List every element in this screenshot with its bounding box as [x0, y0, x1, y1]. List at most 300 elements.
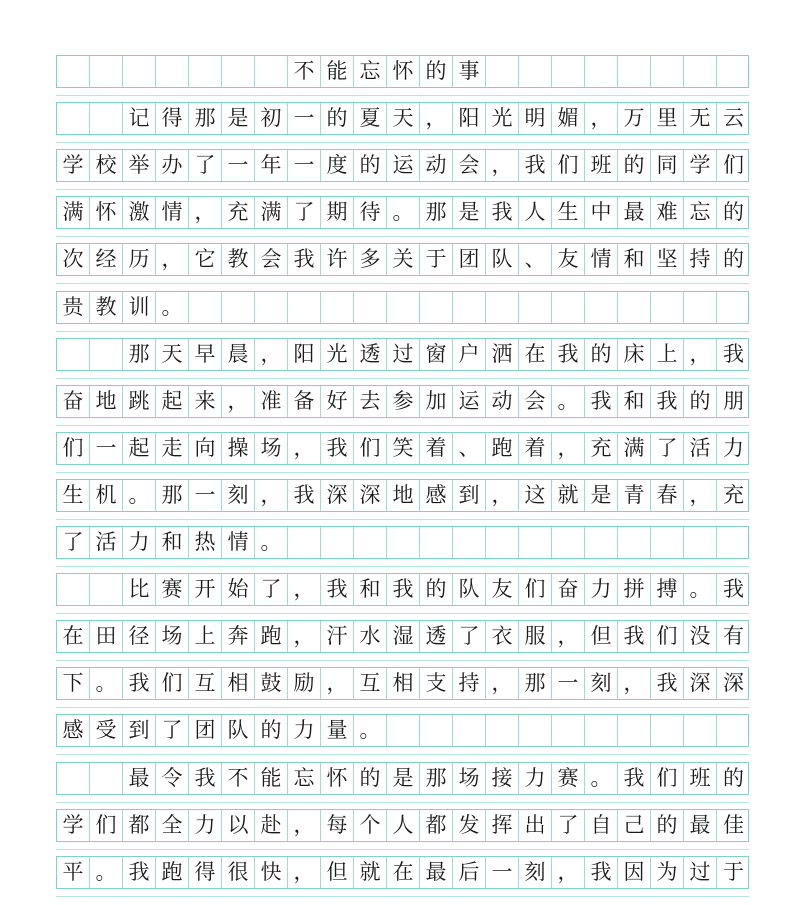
char-cell: 一 [288, 150, 321, 181]
char-cell: 。 [156, 292, 189, 323]
char-cell: 满 [618, 433, 651, 464]
text-row [56, 667, 749, 700]
char-cell: 。 [90, 857, 123, 888]
empty-cell [255, 56, 288, 87]
char-cell: 深 [354, 480, 387, 511]
char-cell: 准 [255, 386, 288, 417]
char-cell: 。 [684, 574, 717, 605]
char-cell: 备 [288, 386, 321, 417]
char-cell: ， [222, 386, 255, 417]
empty-cell [519, 56, 552, 87]
char-cell: 班 [684, 763, 717, 794]
char-cell: 在 [387, 857, 420, 888]
char-cell: 的 [354, 763, 387, 794]
empty-cell [519, 715, 552, 746]
char-cell: 自 [585, 810, 618, 841]
char-cell: 很 [222, 857, 255, 888]
char-cell: 校 [90, 150, 123, 181]
char-cell: 跑 [156, 857, 189, 888]
char-cell: 贵 [57, 292, 90, 323]
char-cell: 力 [123, 527, 156, 558]
char-cell: 忘 [288, 763, 321, 794]
gap-line [56, 566, 749, 567]
char-cell: 佳 [723, 813, 744, 837]
char-cell: 水 [354, 621, 387, 652]
char-cell: 待 [354, 197, 387, 228]
empty-cell [387, 527, 420, 558]
char-cell: 在 [57, 621, 90, 652]
empty-cell [486, 715, 519, 746]
char-cell: 学 [57, 810, 90, 841]
text-row [56, 762, 749, 795]
char-cell: 队 [222, 715, 255, 746]
char-cell: 一 [222, 150, 255, 181]
char-cell: 春 [651, 480, 684, 511]
char-cell: 们 [90, 810, 123, 841]
char-cell: 我 [585, 386, 618, 417]
char-cell: 相 [387, 668, 420, 699]
char-cell: 激 [123, 197, 156, 228]
char-cell: 们 [651, 763, 684, 794]
char-cell: 生 [552, 197, 585, 228]
char-cell: 互 [354, 668, 387, 699]
char-cell: ， [684, 339, 717, 370]
char-cell: 和 [156, 527, 189, 558]
empty-cell [189, 56, 222, 87]
char-cell: 了 [156, 715, 189, 746]
char-cell: 上 [651, 339, 684, 370]
text-row [56, 149, 749, 182]
char-cell: 我 [651, 386, 684, 417]
text-row [56, 102, 749, 135]
char-cell: 是 [387, 763, 420, 794]
char-cell: 加 [420, 386, 453, 417]
char-cell: 的 [723, 247, 744, 271]
empty-cell [90, 103, 123, 134]
char-cell: ， [288, 574, 321, 605]
char-cell: 动 [420, 150, 453, 181]
empty-cell [222, 292, 255, 323]
char-cell: 一 [552, 668, 585, 699]
char-cell: 们 [354, 433, 387, 464]
char-cell: 力 [189, 810, 222, 841]
char-cell: 怀 [387, 56, 420, 87]
char-cell: 奋 [57, 386, 90, 417]
char-cell: 平 [57, 857, 90, 888]
gap-line [56, 331, 749, 332]
char-cell: 我 [723, 577, 744, 601]
char-cell: 湿 [387, 621, 420, 652]
empty-cell [189, 292, 222, 323]
char-cell: 因 [618, 857, 651, 888]
char-cell: 地 [387, 480, 420, 511]
char-cell: 运 [387, 150, 420, 181]
char-cell: 下 [57, 668, 90, 699]
gap-line [56, 613, 749, 614]
char-cell: 我 [123, 668, 156, 699]
char-cell: 热 [189, 527, 222, 558]
gap-line [56, 707, 749, 708]
char-cell: 径 [123, 621, 156, 652]
char-cell: 一 [486, 857, 519, 888]
char-cell: 发 [453, 810, 486, 841]
char-cell: 上 [189, 621, 222, 652]
char-cell: ， [552, 433, 585, 464]
char-cell: 深 [723, 671, 744, 695]
char-cell: 于 [723, 860, 744, 884]
char-cell: 团 [453, 244, 486, 275]
char-cell: 感 [420, 480, 453, 511]
gap-line [56, 896, 749, 897]
char-cell: 满 [57, 197, 90, 228]
char-cell: 媚 [552, 103, 585, 134]
text-row [56, 432, 749, 465]
char-cell: 友 [486, 574, 519, 605]
char-cell: 这 [519, 480, 552, 511]
char-cell: 事 [453, 56, 486, 87]
char-cell: 力 [288, 715, 321, 746]
char-cell: 到 [123, 715, 156, 746]
char-cell: 不 [288, 56, 321, 87]
char-cell: ， [255, 339, 288, 370]
empty-cell [486, 527, 519, 558]
char-cell: 夏 [354, 103, 387, 134]
char-cell: 有 [723, 624, 744, 648]
char-cell: 参 [387, 386, 420, 417]
char-cell: 我 [618, 763, 651, 794]
char-cell: 互 [189, 668, 222, 699]
char-cell: 多 [354, 244, 387, 275]
char-cell: 记 [123, 103, 156, 134]
char-cell: 操 [222, 433, 255, 464]
char-cell: 难 [651, 197, 684, 228]
char-cell: 了 [651, 433, 684, 464]
empty-cell [519, 292, 552, 323]
char-cell: 怀 [321, 763, 354, 794]
char-cell: 运 [453, 386, 486, 417]
char-cell: 活 [684, 433, 717, 464]
char-cell: 。 [255, 527, 288, 558]
char-cell: 刻 [585, 668, 618, 699]
char-cell: 到 [453, 480, 486, 511]
char-cell: 透 [420, 621, 453, 652]
char-cell: 期 [321, 197, 354, 228]
char-cell: 全 [156, 810, 189, 841]
empty-cell [222, 56, 255, 87]
char-cell: 我 [321, 433, 354, 464]
empty-cell [354, 292, 387, 323]
char-cell: 。 [90, 668, 123, 699]
char-cell: 透 [354, 339, 387, 370]
char-cell: 的 [354, 150, 387, 181]
char-cell: ， [585, 103, 618, 134]
char-cell: ， [288, 857, 321, 888]
empty-cell [321, 527, 354, 558]
char-cell: 接 [486, 763, 519, 794]
char-cell: 队 [486, 244, 519, 275]
char-cell: 充 [222, 197, 255, 228]
char-cell: 没 [684, 621, 717, 652]
char-cell: 。 [585, 763, 618, 794]
char-cell: 过 [684, 857, 717, 888]
char-cell: 个 [354, 810, 387, 841]
char-cell: 是 [222, 103, 255, 134]
char-cell: 。 [354, 715, 387, 746]
char-cell: 刻 [519, 857, 552, 888]
char-cell: 人 [387, 810, 420, 841]
empty-cell [684, 292, 717, 323]
char-cell: 衣 [486, 621, 519, 652]
empty-cell [420, 715, 453, 746]
char-cell: 中 [585, 197, 618, 228]
text-row [56, 809, 749, 842]
empty-cell [717, 292, 750, 323]
char-cell: 的 [651, 810, 684, 841]
empty-cell [387, 715, 420, 746]
char-cell: 历 [123, 244, 156, 275]
char-cell: 持 [684, 244, 717, 275]
empty-cell [453, 527, 486, 558]
gap-line [56, 802, 749, 803]
char-cell: 床 [618, 339, 651, 370]
char-cell: 经 [90, 244, 123, 275]
char-cell: 和 [618, 244, 651, 275]
text-row [56, 291, 749, 324]
empty-cell [717, 527, 750, 558]
char-cell: 向 [189, 433, 222, 464]
char-cell: 青 [618, 480, 651, 511]
char-cell: 力 [723, 436, 744, 460]
char-cell: ， [486, 150, 519, 181]
gap-line [56, 425, 749, 426]
char-cell: 走 [156, 433, 189, 464]
char-cell: 最 [420, 857, 453, 888]
empty-cell [57, 339, 90, 370]
char-cell: 我 [189, 763, 222, 794]
char-cell: 起 [156, 386, 189, 417]
text-row [56, 573, 749, 606]
char-cell: 同 [651, 150, 684, 181]
char-cell: 支 [420, 668, 453, 699]
char-cell: 我 [123, 857, 156, 888]
empty-cell [288, 292, 321, 323]
text-row [56, 620, 749, 653]
char-cell: 鼓 [255, 668, 288, 699]
char-cell: 奔 [222, 621, 255, 652]
char-cell: 那 [420, 197, 453, 228]
char-cell: 场 [255, 433, 288, 464]
char-cell: 们 [552, 150, 585, 181]
char-cell: 我 [486, 197, 519, 228]
gap-line [56, 519, 749, 520]
char-cell: 我 [723, 342, 744, 366]
text-row [56, 526, 749, 559]
char-cell: 快 [255, 857, 288, 888]
char-cell: 赛 [552, 763, 585, 794]
gap-line [56, 378, 749, 379]
char-cell: 最 [123, 763, 156, 794]
empty-cell [486, 56, 519, 87]
char-cell: 满 [255, 197, 288, 228]
gap-line [56, 236, 749, 237]
char-cell: 但 [321, 857, 354, 888]
char-cell: 洒 [486, 339, 519, 370]
empty-cell [585, 56, 618, 87]
char-cell: 能 [321, 56, 354, 87]
char-cell: 活 [90, 527, 123, 558]
char-cell: 天 [156, 339, 189, 370]
char-cell: 团 [189, 715, 222, 746]
char-cell: ， [288, 810, 321, 841]
char-cell: 、 [519, 244, 552, 275]
empty-cell [717, 56, 750, 87]
char-cell: 怀 [90, 197, 123, 228]
text-row [56, 714, 749, 747]
char-cell: 着 [519, 433, 552, 464]
char-cell: ， [288, 433, 321, 464]
char-cell: 但 [585, 621, 618, 652]
gap-line [56, 142, 749, 143]
char-cell: ， [288, 621, 321, 652]
empty-cell [90, 574, 123, 605]
empty-cell [453, 292, 486, 323]
char-cell: 的 [321, 103, 354, 134]
char-cell: 无 [684, 103, 717, 134]
char-cell: 早 [189, 339, 222, 370]
char-cell: 的 [684, 386, 717, 417]
char-cell: 就 [354, 857, 387, 888]
char-cell: 深 [321, 480, 354, 511]
char-cell: 以 [222, 810, 255, 841]
empty-cell [123, 56, 156, 87]
char-cell: 一 [288, 103, 321, 134]
char-cell: 情 [156, 197, 189, 228]
empty-cell [585, 715, 618, 746]
char-cell: 量 [321, 715, 354, 746]
char-cell: 场 [453, 763, 486, 794]
char-cell: 力 [585, 574, 618, 605]
char-cell: 那 [420, 763, 453, 794]
char-cell: 训 [123, 292, 156, 323]
char-cell: 。 [387, 197, 420, 228]
char-cell: 我 [552, 339, 585, 370]
char-cell: 关 [387, 244, 420, 275]
char-cell: 最 [618, 197, 651, 228]
empty-cell [552, 292, 585, 323]
char-cell: 们 [519, 574, 552, 605]
char-cell: 着 [420, 433, 453, 464]
char-cell: 里 [651, 103, 684, 134]
text-row [56, 338, 749, 371]
empty-cell [552, 715, 585, 746]
char-cell: 是 [453, 197, 486, 228]
char-cell: 受 [90, 715, 123, 746]
empty-cell [354, 527, 387, 558]
char-cell: 充 [585, 433, 618, 464]
gap-line [56, 660, 749, 661]
char-cell: 学 [684, 150, 717, 181]
char-cell: 光 [486, 103, 519, 134]
char-cell: 搏 [651, 574, 684, 605]
char-cell: 队 [453, 574, 486, 605]
char-cell: 那 [156, 480, 189, 511]
char-cell: 会 [519, 386, 552, 417]
char-cell: 那 [189, 103, 222, 134]
empty-cell [90, 56, 123, 87]
char-cell: 教 [90, 292, 123, 323]
empty-cell [618, 715, 651, 746]
char-cell: 我 [321, 574, 354, 605]
char-cell: 最 [684, 810, 717, 841]
empty-cell [651, 715, 684, 746]
empty-cell [486, 292, 519, 323]
empty-cell [552, 56, 585, 87]
empty-cell [57, 56, 90, 87]
char-cell: 们 [651, 621, 684, 652]
char-cell: 一 [90, 433, 123, 464]
gap-line [56, 95, 749, 96]
char-cell: ， [156, 244, 189, 275]
char-cell: 地 [90, 386, 123, 417]
char-cell: 和 [354, 574, 387, 605]
char-cell: 令 [156, 763, 189, 794]
text-row [56, 856, 749, 889]
char-cell: 光 [321, 339, 354, 370]
char-cell: 教 [222, 244, 255, 275]
char-cell: 比 [123, 574, 156, 605]
char-cell: 举 [123, 150, 156, 181]
char-cell: 在 [519, 339, 552, 370]
empty-cell [255, 292, 288, 323]
char-cell: 深 [684, 668, 717, 699]
char-cell: 机 [90, 480, 123, 511]
char-cell: 阳 [453, 103, 486, 134]
char-cell: 场 [156, 621, 189, 652]
char-cell: 的 [255, 715, 288, 746]
char-cell: 们 [723, 153, 744, 177]
char-cell: 开 [189, 574, 222, 605]
char-cell: 跳 [123, 386, 156, 417]
char-cell: 友 [552, 244, 585, 275]
empty-cell [585, 292, 618, 323]
empty-cell [288, 527, 321, 558]
char-cell: 生 [57, 480, 90, 511]
char-cell: 赴 [255, 810, 288, 841]
empty-cell [684, 715, 717, 746]
empty-cell [57, 763, 90, 794]
empty-cell [387, 292, 420, 323]
char-cell: 刻 [222, 480, 255, 511]
char-cell: 我 [618, 621, 651, 652]
empty-cell [651, 56, 684, 87]
char-cell: 都 [420, 810, 453, 841]
char-cell: 过 [387, 339, 420, 370]
char-cell: 年 [255, 150, 288, 181]
empty-cell [321, 292, 354, 323]
char-cell: 会 [255, 244, 288, 275]
empty-cell [684, 527, 717, 558]
char-cell: 们 [57, 433, 90, 464]
char-cell: 能 [255, 763, 288, 794]
char-cell: 天 [387, 103, 420, 134]
char-cell: 明 [519, 103, 552, 134]
char-cell: 去 [354, 386, 387, 417]
char-cell: 的 [723, 766, 744, 790]
char-cell: 我 [651, 668, 684, 699]
empty-cell [420, 527, 453, 558]
char-cell: 了 [453, 621, 486, 652]
char-cell: 云 [723, 106, 744, 130]
